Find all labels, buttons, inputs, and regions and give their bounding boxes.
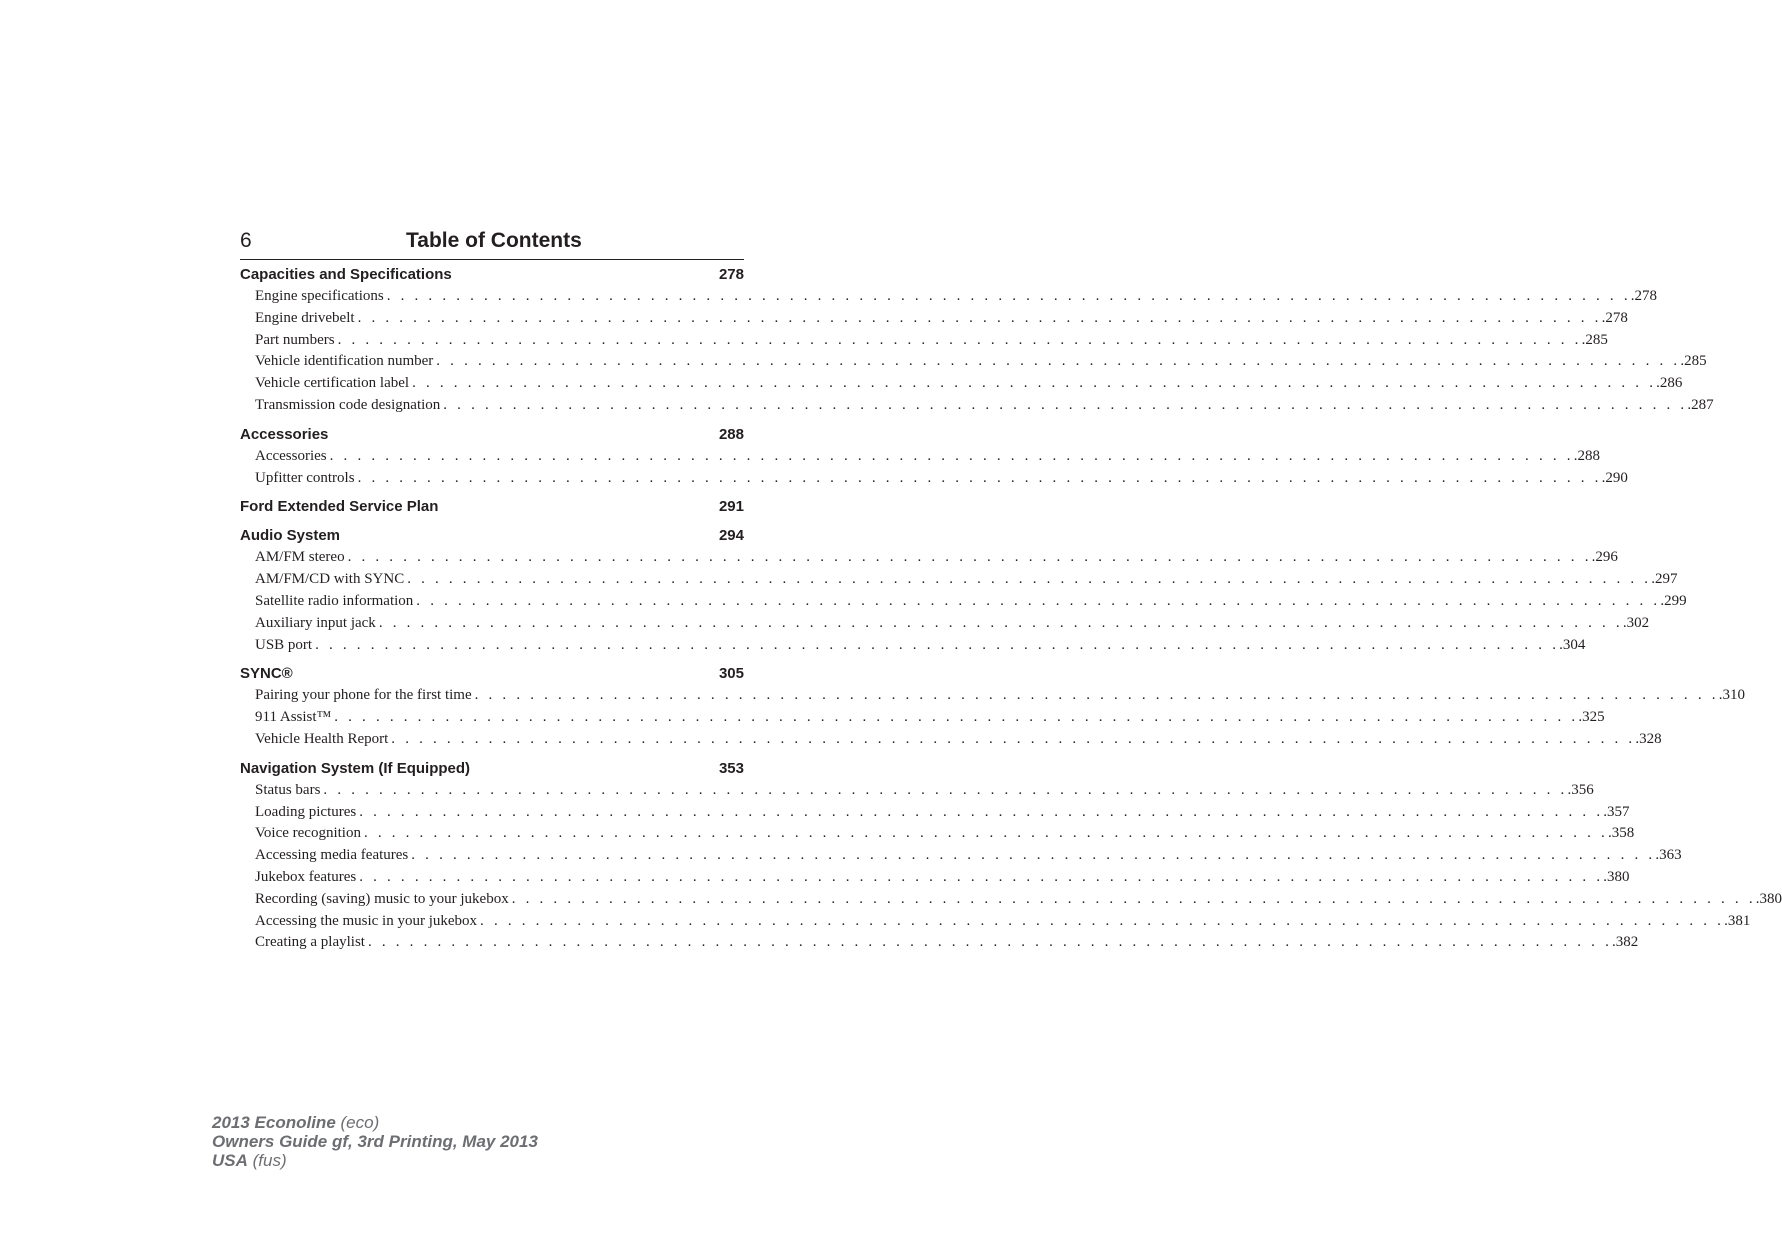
section-page: 278 <box>718 266 744 283</box>
toc-entry[interactable] <box>240 932 1639 954</box>
entry-page: .325 <box>1578 709 1605 726</box>
toc-entry[interactable] <box>240 308 1628 330</box>
document-footer <box>212 1113 538 1170</box>
dot-leader: . . . . . . . . . . . . . . . . . . . . . . . . . . . . . . . . . . . . . . . . . . . . . . . . . . . . . . . . . . . . . . . . . . . . . . . . . . . . . . . . . . . . . . . . . . <box>436 353 1681 370</box>
dot-leader: . . . . . . . . . . . . . . . . . . . . . . . . . . . . . . . . . . . . . . . . . . . . . . . . . . . . . . . . . . . . . . . . . . . . . . . . . . . . . . . . . . . . . . . . . . <box>347 549 1592 566</box>
entry-label: Voice recognition <box>255 825 361 842</box>
footer-printing: Owners Guide gf, 3rd Printing, May 2013 <box>212 1132 538 1151</box>
page-number: 6 <box>240 229 252 252</box>
entry-label: Recording (saving) music to your jukebox <box>255 890 509 907</box>
entry-page: .356 <box>1567 781 1594 798</box>
dot-leader: . . . . . . . . . . . . . . . . . . . . . . . . . . . . . . . . . . . . . . . . . . . . . . . . . . . . . . . . . . . . . . . . . . . . . . . . . . . . . . . . . . . . . . . . . . <box>416 592 1661 609</box>
toc-entry[interactable] <box>240 591 1687 613</box>
dot-leader: . . . . . . . . . . . . . . . . . . . . . . . . . . . . . . . . . . . . . . . . . . . . . . . . . . . . . . . . . . . . . . . . . . . . . . . . . . . . . . . . . . . . . . . . . . <box>412 375 1657 392</box>
dot-leader: . . . . . . . . . . . . . . . . . . . . . . . . . . . . . . . . . . . . . . . . . . . . . . . . . . . . . . . . . . . . . . . . . . . . . . . . . . . . . . . . . . . . . . . . . . <box>378 614 1623 631</box>
toc-entry[interactable] <box>240 845 1682 867</box>
footer-line-1 <box>212 1113 538 1132</box>
dot-leader: . . . . . . . . . . . . . . . . . . . . . . . . . . . . . . . . . . . . . . . . . . . . . . . . . . . . . . . . . . . . . . . . . . . . . . . . . . . . . . . . . . . . . . . . . . <box>323 781 1568 798</box>
toc-entry[interactable] <box>240 802 1630 824</box>
dot-leader: . . . . . . . . . . . . . . . . . . . . . . . . . . . . . . . . . . . . . . . . . . . . . . . . . . . . . . . . . . . . . . . . . . . . . . . . . . . . . . . . . . . . . . . . . . <box>386 288 1631 304</box>
section-page: 305 <box>718 665 744 683</box>
section-page: 294 <box>718 527 744 545</box>
entry-label: AM/FM/CD with SYNC <box>255 571 405 588</box>
entry-label: Upfitter controls <box>255 469 355 486</box>
dot-leader: . . . . . . . . . . . . . . . . . . . . . . . . . . . . . . . . . . . . . . . . . . . . . . . . . . . . . . . . . . . . . . . . . . . . . . . . . . . . . . . . . . . . . . . . . . <box>337 331 1582 348</box>
entry-label: Accessing media features <box>255 847 409 864</box>
entry-label: Accessing the music in your jukebox <box>255 912 478 929</box>
entry-page: .287 <box>1687 396 1714 413</box>
entry-label: AM/FM stereo <box>255 549 345 566</box>
entry-label: Loading pictures <box>255 803 357 820</box>
entry-page: .285 <box>1581 331 1608 348</box>
entry-label: 911 Assist™ <box>255 709 332 726</box>
entry-page: .381 <box>1724 912 1751 929</box>
entry-label: Part numbers <box>255 331 335 348</box>
toc-entry[interactable] <box>240 395 1714 417</box>
toc-entry[interactable] <box>240 823 1635 845</box>
entry-page: .302 <box>1622 614 1650 631</box>
dot-leader: . . . . . . . . . . . . . . . . . . . . . . . . . . . . . . . . . . . . . . . . . . . . . . . . . . . . . . . . . . . . . . . . . . . . . . . . . . . . . . . . . . . . . . . . . . <box>357 469 1602 486</box>
entry-label: Satellite radio information <box>255 592 414 609</box>
dot-leader: . . . . . . . . . . . . . . . . . . . . . . . . . . . . . . . . . . . . . . . . . . . . . . . . . . . . . . . . . . . . . . . . . . . . . . . . . . . . . . . . . . . . . . . . . . <box>367 934 1613 951</box>
footer-line-2 <box>212 1132 538 1151</box>
entry-label: Accessories <box>255 447 327 464</box>
toc-entry[interactable] <box>240 780 1594 802</box>
toc-entry[interactable] <box>240 635 1586 657</box>
entry-label: USB port <box>255 636 313 653</box>
dot-leader: . . . . . . . . . . . . . . . . . . . . . . . . . . . . . . . . . . . . . . . . . . . . . . . . . . . . . . . . . . . . . . . . . . . . . . . . . . . . . . . . . . . . . . . . . . <box>391 730 1636 747</box>
dot-leader: . . . . . . . . . . . . . . . . . . . . . . . . . . . . . . . . . . . . . . . . . . . . . . . . . . . . . . . . . . . . . . . . . . . . . . . . . . . . . . . . . . . . . . . . . . <box>474 687 1719 704</box>
footer-market-code: (fus) <box>252 1151 287 1170</box>
entry-page: .290 <box>1601 469 1628 486</box>
entry-page: .299 <box>1660 592 1687 609</box>
toc-section-heading[interactable] <box>240 663 744 685</box>
entry-page: .297 <box>1651 571 1678 588</box>
entry-page: .288 <box>1573 447 1600 464</box>
toc-entry[interactable] <box>240 729 1662 751</box>
entry-page: .310 <box>1718 687 1745 704</box>
dot-leader: . . . . . . . . . . . . . . . . . . . . . . . . . . . . . . . . . . . . . . . . . . . . . . . . . . . . . . . . . . . . . . . . . . . . . . . . . . . . . . . . . . . . . . . . . . <box>357 309 1602 326</box>
entry-page: .382 <box>1612 934 1639 951</box>
entry-label: Vehicle identification number <box>255 353 434 370</box>
entry-page: .278 <box>1630 288 1658 304</box>
toc-entry[interactable] <box>240 911 1751 933</box>
entry-page: .278 <box>1601 309 1628 326</box>
entry-label: Pairing your phone for the first time <box>255 687 472 704</box>
entry-page: .286 <box>1656 375 1683 392</box>
toc-section-heading[interactable] <box>240 758 744 780</box>
entry-label: Auxiliary input jack <box>255 614 376 631</box>
toc-entry[interactable] <box>240 867 1630 889</box>
section-title: Accessories <box>240 425 329 443</box>
dot-leader: . . . . . . . . . . . . . . . . . . . . . . . . . . . . . . . . . . . . . . . . . . . . . . . . . . . . . . . . . . . . . . . . . . . . . . . . . . . . . . . . . . . . . . . . . . <box>315 636 1560 653</box>
entry-label: Vehicle Health Report <box>255 730 389 747</box>
toc-entry[interactable] <box>240 569 1678 591</box>
toc-entry[interactable] <box>240 685 1745 707</box>
entry-label: Status bars <box>255 781 321 798</box>
entry-page: .380 <box>1755 890 1782 907</box>
dot-leader: . . . . . . . . . . . . . . . . . . . . . . . . . . . . . . . . . . . . . . . . . . . . . . . . . . . . . . . . . . . . . . . . . . . . . . . . . . . . . . . . . . . . . . . . . . <box>480 912 1725 929</box>
toc-section <box>240 758 1782 954</box>
section-title: Navigation System (If Equipped) <box>240 759 471 777</box>
entry-label: Transmission code designation <box>255 396 441 413</box>
dot-leader: . . . . . . . . . . . . . . . . . . . . . . . . . . . . . . . . . . . . . . . . . . . . . . . . . . . . . . . . . . . . . . . . . . . . . . . . . . . . . . . . . . . . . . . . . . <box>359 803 1604 820</box>
toc-entry[interactable] <box>240 613 1650 635</box>
toc-section-heading[interactable] <box>240 264 744 286</box>
toc-section <box>240 496 744 518</box>
dot-leader: . . . . . . . . . . . . . . . . . . . . . . . . . . . . . . . . . . . . . . . . . . . . . . . . . . . . . . . . . . . . . . . . . . . . . . . . . . . . . . . . . . . . . . . . . . <box>511 890 1756 907</box>
footer-model-code: (eco) <box>340 1113 380 1132</box>
toc-section-heading[interactable] <box>240 525 744 547</box>
entry-page: .285 <box>1680 353 1707 370</box>
section-title: Ford Extended Service Plan <box>240 498 439 516</box>
entry-label: Engine drivebelt <box>255 309 355 326</box>
entry-page: .363 <box>1655 847 1682 864</box>
dot-leader: . . . . . . . . . . . . . . . . . . . . . . . . . . . . . . . . . . . . . . . . . . . . . . . . . . . . . . . . . . . . . . . . . . . . . . . . . . . . . . . . . . . . . . . . . . <box>359 868 1604 885</box>
entry-label: Creating a playlist <box>255 934 365 951</box>
toc-entry[interactable] <box>240 373 1683 395</box>
entry-label: Jukebox features <box>255 868 357 885</box>
section-page: 288 <box>718 425 744 443</box>
toc-entry[interactable] <box>240 468 1628 490</box>
page-title: Table of Contents <box>406 229 582 252</box>
toc-entry[interactable] <box>240 707 1605 729</box>
entry-page: .380 <box>1603 868 1630 885</box>
footer-line-3 <box>212 1151 538 1170</box>
entry-page: .357 <box>1603 803 1630 820</box>
dot-leader: . . . . . . . . . . . . . . . . . . . . . . . . . . . . . . . . . . . . . . . . . . . . . . . . . . . . . . . . . . . . . . . . . . . . . . . . . . . . . . . . . . . . . . . . . . <box>334 709 1579 726</box>
toc-section-heading[interactable] <box>240 424 744 446</box>
dot-leader: . . . . . . . . . . . . . . . . . . . . . . . . . . . . . . . . . . . . . . . . . . . . . . . . . . . . . . . . . . . . . . . . . . . . . . . . . . . . . . . . . . . . . . . . . . <box>363 825 1609 842</box>
entry-page: .296 <box>1591 549 1618 566</box>
dot-leader: . . . . . . . . . . . . . . . . . . . . . . . . . . . . . . . . . . . . . . . . . . . . . . . . . . . . . . . . . . . . . . . . . . . . . . . . . . . . . . . . . . . . . . . . . . <box>443 396 1688 413</box>
footer-market: USA <box>212 1151 248 1170</box>
table-of-contents <box>240 264 1782 961</box>
section-title: SYNC® <box>240 665 293 683</box>
entry-page: .304 <box>1559 636 1586 653</box>
section-page: 353 <box>718 759 744 777</box>
dot-leader: . . . . . . . . . . . . . . . . . . . . . . . . . . . . . . . . . . . . . . . . . . . . . . . . . . . . . . . . . . . . . . . . . . . . . . . . . . . . . . . . . . . . . . . . . . <box>407 571 1652 588</box>
toc-section <box>240 264 1714 417</box>
toc-entry[interactable] <box>240 889 1782 911</box>
toc-section-heading[interactable] <box>240 496 744 518</box>
entry-page: .328 <box>1635 730 1662 747</box>
section-title: Audio System <box>240 527 341 545</box>
entry-label: Engine specifications <box>255 288 384 304</box>
entry-page: .358 <box>1608 825 1635 842</box>
toc-entry[interactable] <box>240 351 1707 373</box>
toc-section <box>240 424 1628 490</box>
entry-label: Vehicle certification label <box>255 375 410 392</box>
toc-section <box>240 663 1745 750</box>
page-header <box>240 229 744 260</box>
toc-entry[interactable] <box>240 330 1608 352</box>
section-page: 291 <box>718 498 744 516</box>
dot-leader: . . . . . . . . . . . . . . . . . . . . . . . . . . . . . . . . . . . . . . . . . . . . . . . . . . . . . . . . . . . . . . . . . . . . . . . . . . . . . . . . . . . . . . . . . . <box>329 447 1574 464</box>
toc-entry[interactable] <box>240 286 1658 308</box>
section-title: Capacities and Specifications <box>240 266 452 283</box>
dot-leader: . . . . . . . . . . . . . . . . . . . . . . . . . . . . . . . . . . . . . . . . . . . . . . . . . . . . . . . . . . . . . . . . . . . . . . . . . . . . . . . . . . . . . . . . . . <box>411 847 1656 864</box>
toc-section <box>240 525 1687 656</box>
toc-entry[interactable] <box>240 446 1600 468</box>
toc-entry[interactable] <box>240 547 1618 569</box>
footer-model: 2013 Econoline <box>212 1113 336 1132</box>
